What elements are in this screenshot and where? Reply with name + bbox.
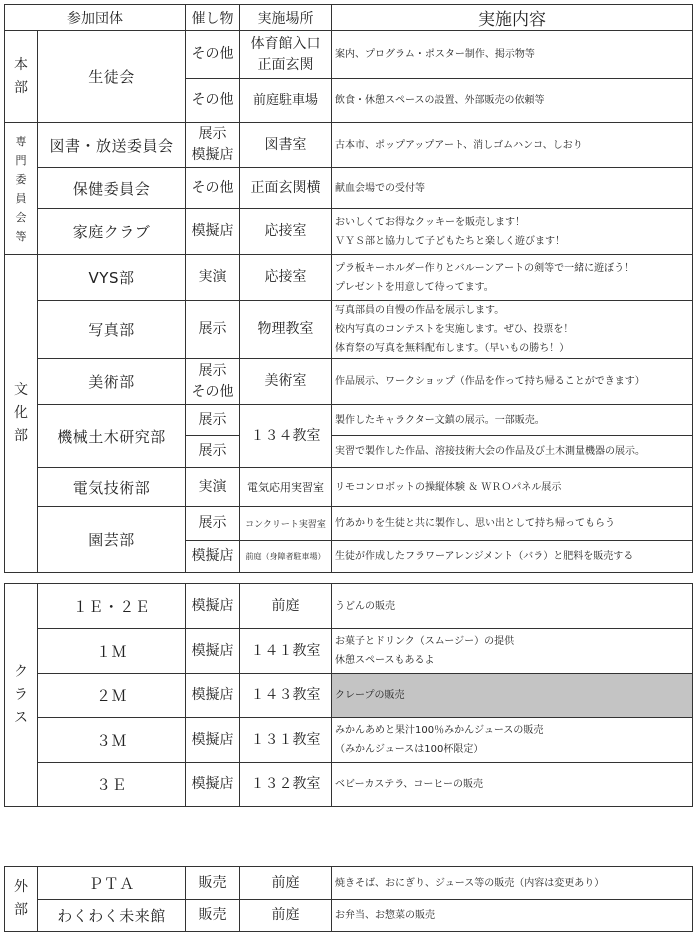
table-row <box>5 359 693 405</box>
table-row <box>5 763 693 807</box>
event-type: 展示 <box>186 436 240 468</box>
event-type: 販売 <box>186 867 240 900</box>
event-type: 模擬店 <box>186 209 240 255</box>
group-name: 保健委員会 <box>38 168 186 209</box>
event-type: 展示 <box>186 507 240 541</box>
group-name: ３Ｅ <box>38 763 186 807</box>
group-name: 生徒会 <box>38 31 186 123</box>
external-table <box>4 866 693 932</box>
event-place: 体育館入口 正面玄関 <box>240 31 332 79</box>
event-content: 焼きそば、おにぎり、ジュース等の販売（内容は変更あり） <box>332 867 693 900</box>
header-row <box>5 5 693 31</box>
event-type: その他 <box>186 168 240 209</box>
main-table <box>4 4 693 573</box>
event-type: 模擬店 <box>186 674 240 718</box>
event-place: 前庭 <box>240 584 332 629</box>
event-place: 前庭 <box>240 900 332 932</box>
group-name: 図書・放送委員会 <box>38 123 186 168</box>
event-content: 実習で製作した作品、溶接技術大会の作品及び土木測量機器の展示。 <box>332 436 693 468</box>
event-content: 作品展示、ワークショップ（作品を作って持ち帰ることができます） <box>332 359 693 405</box>
event-content: 飲食・休憩スペースの設置、外部販売の依頼等 <box>332 79 693 123</box>
table-row <box>5 674 693 718</box>
event-content: 写真部員の自慢の作品を展示します。 校内写真のコンテストを実施します。ぜひ、投票を！ 体育祭の写真を無料配布します。（早いもの勝ち！） <box>332 301 693 359</box>
event-type: 模擬店 <box>186 718 240 763</box>
table-row <box>5 31 693 79</box>
group-name: １Ｅ・２Ｅ <box>38 584 186 629</box>
event-content: プラ板キーホルダー作りとバルーンアートの剣等で一緒に遊ぼう！ プレゼントを用意して待ってます。 <box>332 255 693 301</box>
table-row <box>5 255 693 301</box>
category-honbu: 本 部 <box>5 31 38 123</box>
event-type: 模擬店 <box>186 629 240 674</box>
event-type: 販売 <box>186 900 240 932</box>
event-content: 竹あかりを生徒と共に製作し、思い出として持ち帰ってもらう <box>332 507 693 541</box>
event-place: 応接室 <box>240 255 332 301</box>
event-content: リモコンロボットの操縦体験 ＆ ＷＲＯパネル展示 <box>332 468 693 507</box>
table-row <box>5 168 693 209</box>
table-row <box>5 468 693 507</box>
header-place: 実施場所 <box>240 5 332 31</box>
event-place: １３１教室 <box>240 718 332 763</box>
event-content: 古本市、ポップアップアート、消しゴムハンコ、しおり <box>332 123 693 168</box>
table-row <box>5 209 693 255</box>
group-name: 電気技術部 <box>38 468 186 507</box>
group-name: 家庭クラブ <box>38 209 186 255</box>
event-type: 実演 <box>186 468 240 507</box>
group-name: 園芸部 <box>38 507 186 573</box>
event-type: 展示 <box>186 301 240 359</box>
event-type: 展示 その他 <box>186 359 240 405</box>
table-row <box>5 900 693 932</box>
event-type: 模擬店 <box>186 763 240 807</box>
group-name: わくわく未来館 <box>38 900 186 932</box>
event-type: 実演 <box>186 255 240 301</box>
category-gaibu: 外 部 <box>5 867 38 932</box>
table-row <box>5 867 693 900</box>
event-content: 献血会場での受付等 <box>332 168 693 209</box>
event-place: １４１教室 <box>240 629 332 674</box>
event-place: 正面玄関横 <box>240 168 332 209</box>
table-row <box>5 405 693 436</box>
header-group: 参加団体 <box>5 5 186 31</box>
event-place: 応接室 <box>240 209 332 255</box>
header-content: 実施内容 <box>332 5 693 31</box>
event-type: その他 <box>186 31 240 79</box>
group-name: １Ｍ <box>38 629 186 674</box>
category-senmon: 専 門 委 員 会 等 <box>5 123 38 255</box>
event-place: 物理教室 <box>240 301 332 359</box>
table-row <box>5 629 693 674</box>
group-name: VYS部 <box>38 255 186 301</box>
event-content: お弁当、お惣菜の販売 <box>332 900 693 932</box>
header-type: 催し物 <box>186 5 240 31</box>
class-table <box>4 583 693 807</box>
group-name: 美術部 <box>38 359 186 405</box>
event-content: おいしくてお得なクッキーを販売します！ ＶＹＳ部と協力して子どもたちと楽しく遊びます！ <box>332 209 693 255</box>
event-place: 図書室 <box>240 123 332 168</box>
event-place: 電気応用実習室 <box>240 468 332 507</box>
category-class: ク ラ ス <box>5 584 38 807</box>
event-content: ベビーカステラ、コーヒーの販売 <box>332 763 693 807</box>
event-content: 案内、プログラム・ポスター制作、掲示物等 <box>332 31 693 79</box>
event-place: コンクリート実習室 <box>240 507 332 541</box>
event-place: 前庭駐車場 <box>240 79 332 123</box>
event-place: １３２教室 <box>240 763 332 807</box>
event-content: 生徒が作成したフラワーアレンジメント（バラ）と肥料を販売する <box>332 541 693 573</box>
table-row <box>5 584 693 629</box>
event-place: 前庭（身障者駐車場） <box>240 541 332 573</box>
event-type: 展示 <box>186 405 240 436</box>
event-type: 模擬店 <box>186 541 240 573</box>
group-name: ２Ｍ <box>38 674 186 718</box>
event-type: 模擬店 <box>186 584 240 629</box>
event-place: 前庭 <box>240 867 332 900</box>
group-name: 写真部 <box>38 301 186 359</box>
event-place: １４３教室 <box>240 674 332 718</box>
event-content: うどんの販売 <box>332 584 693 629</box>
table-row <box>5 507 693 541</box>
event-content: 製作したキャラクター文鎮の展示。一部販売。 <box>332 405 693 436</box>
group-name: ３Ｍ <box>38 718 186 763</box>
group-name: ＰＴＡ <box>38 867 186 900</box>
event-content: お菓子とドリンク（スムージー）の提供 休憩スペースもあるよ <box>332 629 693 674</box>
event-place: １３４教室 <box>240 405 332 468</box>
group-name: 機械土木研究部 <box>38 405 186 468</box>
event-type: その他 <box>186 79 240 123</box>
event-content: みかんあめと果汁100％みかんジュースの販売 （みかんジュースは100杯限定） <box>332 718 693 763</box>
event-content-highlighted: クレープの販売 <box>332 674 693 718</box>
event-type: 展示 模擬店 <box>186 123 240 168</box>
table-row <box>5 718 693 763</box>
table-row <box>5 123 693 168</box>
table-row <box>5 301 693 359</box>
event-place: 美術室 <box>240 359 332 405</box>
category-bunka: 文 化 部 <box>5 255 38 573</box>
